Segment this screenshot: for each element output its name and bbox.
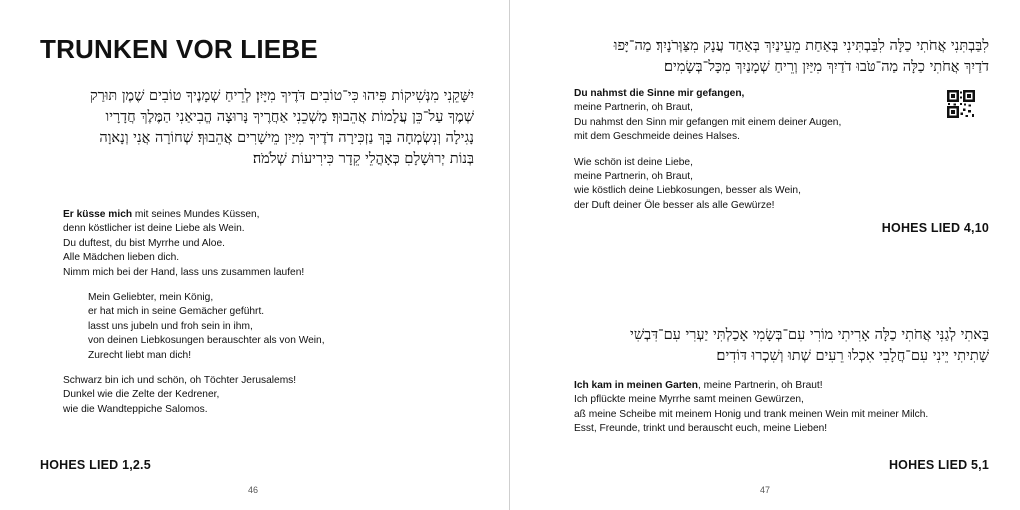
verse-line: Esst, Freunde, trinkt und berauscht euch, meine Lieben! [574,423,828,435]
verse-line: Zurecht liebt man dich! [88,349,192,361]
verse-line: Ich pflückte meine Myrrhe samt meinen Gewürzen, [574,394,804,406]
hebrew-line: שָׁתִיתִי יֵינִי עִם־חֲלָבִי אִכְלוּ רֵעִים שְׁתוּ וְשִׁכְרוּ דּוֹדִים׃ [716,348,989,364]
verse-line: Du duftest, du bist Myrrhe und Aloe. [63,237,225,249]
hebrew-line: דֹדַיִךְ אֲחֹתִי כַלָּה מַה־טֹּבוּ דֹדַיִךְ מִיַּיִן וְרֵיחַ שְׁמָנַיִךְ מִכָּל־בְּשָׂמִים׃ [663,59,989,75]
hebrew-text-block [630,325,989,367]
hebrew-line: בָּאתִי לְגַנִּי אֲחֹתִי כַלָּה אָרִיתִי מוֹרִי עִם־בְּשָׂמִי אָכַלְתִּי יַעְרִי עִם־דִּבְשִׁי [630,327,989,343]
verse-line: der Duft deiner Öle besser als alle Gewürze! [574,199,775,211]
verse-line: wie köstlich deine Liebkosungen, besser als Wein, [574,185,801,197]
verse-line: er hat mich in seine Gemächer geführt. [88,306,265,318]
hebrew-text-block [614,36,989,78]
hebrew-line: לִבַּבְתִּנִי אֲחֹתִי כַלָּה לִבַּבְתִּינִי בְּאַחַת מֵעֵינַיִךְ בְּאַחַד עֲנָק מִצַּוְּרֹנָיִךְ׃ מַה־יָּפוּ [613,38,989,54]
page-number: 47 [760,485,771,495]
hebrew-line: נָגִילָה וְנִשְׂמְחָה בָּךְ נַזְכִּירָה דֹדֶיךָ מִיַּיִן מֵישָׁרִים אֲהֵבוּךָ׃ שְׁחוֹרָה אֲנִי וְנָאוָה [99,130,474,146]
bible-reference: HOHES LIED 1,2.5 [40,458,151,472]
page-number: 46 [248,485,259,495]
verse-line: Schwarz bin ich und schön, oh Töchter Jerusalems! [63,375,297,387]
hebrew-line: יִשָּׁקֵנִי מִנְּשִׁיקוֹת פִּיהוּ כִּי־טוֹבִים דֹּדֶיךָ מִיָּיִן׃ לְרֵיחַ שְׁמָנֶיךָ טוֹבִים שֶׁמֶן תּוּרַק [89,88,474,104]
right-page [510,0,1019,510]
verse-line: Alle Mädchen lieben dich. [63,252,180,264]
left-page [0,0,509,510]
verse-line [574,379,928,393]
verse-line: Dunkel wie die Zelte der Kedrener, [63,389,220,401]
german-verse [574,87,841,213]
verse-line [574,87,841,101]
german-verse [63,208,325,417]
hebrew-line: בְּנוֹת יְרוּשָׁלָםִ כְּאָהֳלֵי קֵדָר כִּירִיעוֹת שְׁלֹמֹה׃ [252,151,474,167]
verse-line: Nimm mich bei der Hand, lass uns zusammen laufen! [63,266,305,278]
verse-line: aß meine Scheibe mit meinem Honig und trank meinen Wein mit meiner Milch. [574,408,929,420]
verse-line [63,208,325,222]
verse-line: mit dem Geschmeide deines Halses. [574,131,740,143]
verse-line: wie die Wandteppiche Salomos. [63,403,208,415]
hebrew-line: שְׁמֶךָ עַל־כֵּן עֲלָמוֹת אֲהֵבוּךָ׃ מָשְׁכֵנִי אַחֲרֶיךָ נָּרוּצָה הֱבִיאַנִי הַמֶּלֶךְ חֲדָרָיו [105,109,474,125]
hebrew-text-block [90,86,474,170]
verse-line: denn köstlicher ist deine Liebe als Wein. [63,223,245,235]
verse-line-rest: , meine Partnerin, oh Braut! [698,380,823,391]
german-verse [574,379,928,437]
verse-line: von deinen Liebkosungen berauschter als von Wein, [88,335,325,347]
verse-line: meine Partnerin, oh Braut, [574,102,693,114]
qr-code-icon[interactable] [947,90,975,118]
verse-bold-lead: Ich kam in meinen Garten [574,380,698,391]
verse-line: lasst uns jubeln und froh sein in ihm, [88,320,253,332]
verse-line: Wie schön ist deine Liebe, [574,156,693,168]
bible-reference: HOHES LIED 5,1 [888,458,989,472]
verse-line-rest: mit seines Mundes Küssen, [132,209,260,220]
verse-line: Du nahmst den Sinn mir gefangen mit einem deiner Augen, [574,116,842,128]
verse-bold-lead: Er küsse mich [63,209,133,220]
page-title: TRUNKEN VOR LIEBE [40,34,318,64]
verse-line: meine Partnerin, oh Braut, [574,171,693,183]
verse-line: Mein Geliebter, mein König, [88,292,214,304]
bible-reference: HOHES LIED 4,10 [881,221,989,235]
verse-bold-lead: Du nahmst die Sinne mir gefangen, [574,88,745,99]
